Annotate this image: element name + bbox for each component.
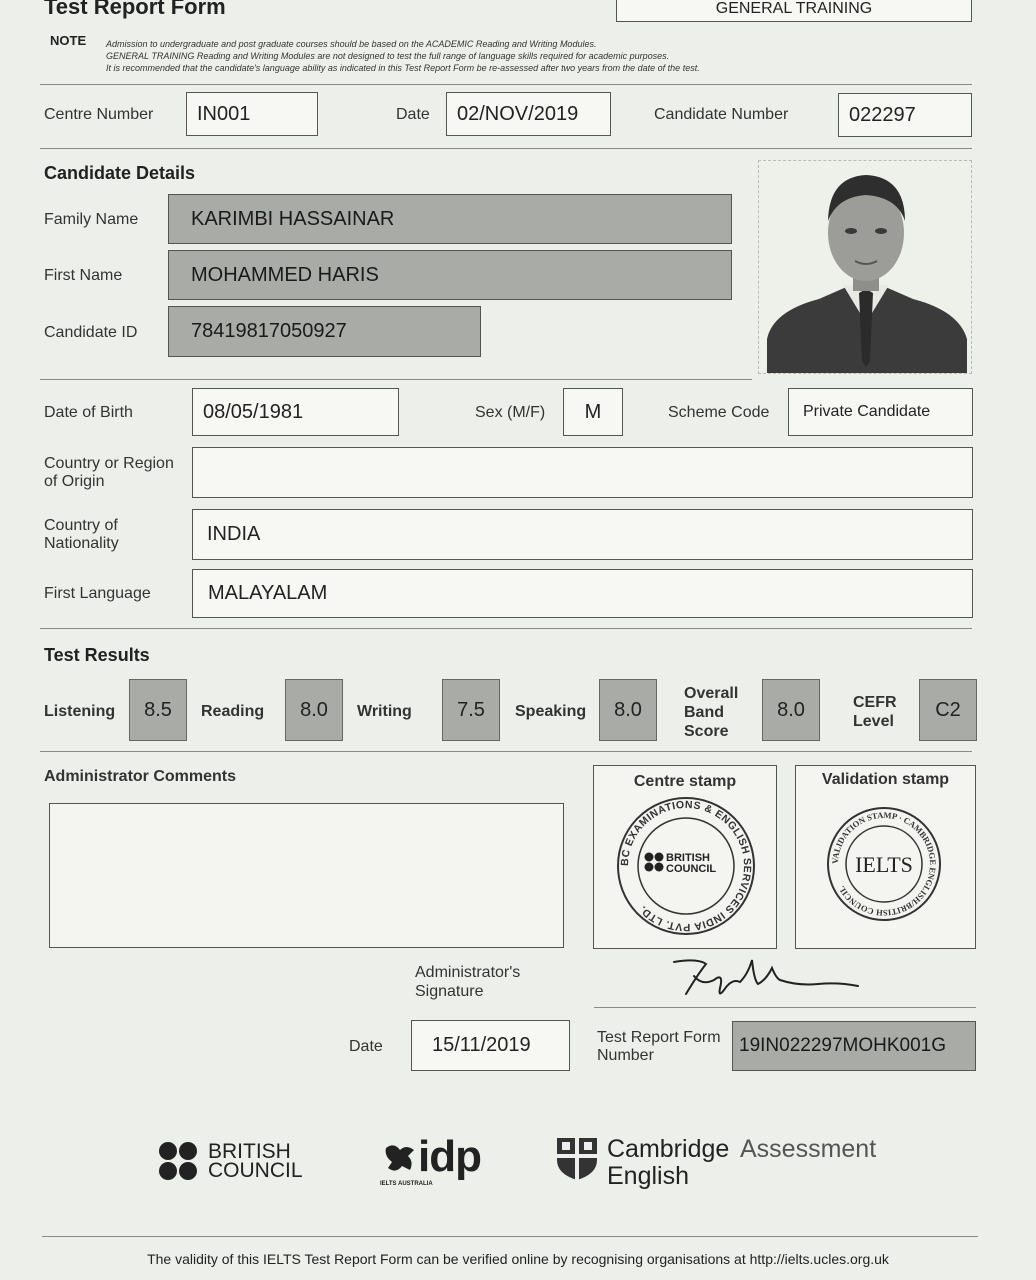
centre-stamp-brand-2: COUNCIL (666, 863, 717, 875)
sex-label: Sex (M/F) (475, 404, 546, 421)
british-council-logo (158, 1141, 308, 1185)
origin-label-line1: Country or Region (44, 455, 174, 472)
sex-field: M (563, 388, 623, 436)
divider (42, 1236, 978, 1237)
first-name-label: First Name (44, 267, 123, 284)
note-line-2: GENERAL TRAINING Reading and Writing Modules are not designed to test the full range of language skills required for academic purposes. (106, 51, 670, 61)
listening-label: Listening (44, 703, 116, 720)
idp-mark-icon (380, 1140, 422, 1182)
centre-stamp-box (593, 765, 777, 949)
family-name-field: KARIMBI HASSAINAR (168, 194, 732, 244)
first-language-label: First Language (44, 585, 151, 602)
bc-text-1: BRITISH (208, 1140, 291, 1163)
origin-field (192, 447, 973, 498)
bc-text-2: COUNCIL (208, 1159, 303, 1182)
centre-number-label: Centre Number (44, 106, 154, 123)
note-line-3: It is recommended that the candidate's language ability as indicated in this Test Report Form be re-assessed after two years from the date of the test. (106, 63, 700, 73)
note-line-1: Admission to undergraduate and post graduate courses should be based on the ACADEMIC Reading and Writing Modules. (106, 39, 597, 49)
overall-band-score: 8.0 (762, 679, 820, 741)
module-box (616, 0, 972, 22)
scheme-code-field: Private Candidate (788, 388, 973, 436)
origin-label-line2: of Origin (44, 473, 105, 490)
signature-label-line2: Signature (415, 983, 484, 1000)
candidate-number-label: Candidate Number (654, 106, 789, 123)
centre-stamp-brand-1: BRITISH (666, 852, 710, 864)
candidate-details-title: Candidate Details (44, 163, 196, 183)
scheme-code-label: Scheme Code (668, 404, 770, 421)
writing-score: 7.5 (442, 679, 500, 741)
admin-comments-box (49, 803, 564, 948)
validity-footer-text: The validity of this IELTS Test Report Form can be verified online by recognising organisations at http://ielts.ucles.org.uk (147, 1251, 889, 1267)
divider (40, 148, 972, 149)
module-label: GENERAL TRAINING (715, 0, 873, 17)
nationality-field: INDIA (192, 509, 973, 560)
centre-stamp-seal (594, 766, 778, 950)
dob-label: Date of Birth (44, 404, 133, 421)
portrait-image (759, 161, 972, 374)
writing-label: Writing (357, 703, 412, 720)
divider (40, 628, 972, 629)
dob-field: 08/05/1981 (192, 388, 399, 436)
admin-comments-label: Administrator Comments (44, 768, 237, 785)
centre-stamp-label: Centre stamp (633, 773, 737, 790)
nationality-label-line2: Nationality (44, 535, 119, 552)
trf-number-field: 19IN022297MOHK001G (732, 1021, 976, 1071)
listening-score: 8.5 (129, 679, 187, 741)
divider (40, 84, 972, 85)
centre-stamp-ring-text: BC EXAMINATIONS & ENGLISH SERVICES INDIA PVT. LTD. (618, 798, 754, 934)
overall-label-line3: Score (684, 723, 729, 740)
note-label: NOTE (50, 33, 87, 48)
idp-text: idp (418, 1132, 481, 1181)
speaking-label: Speaking (515, 703, 587, 720)
signature-label-line1: Administrator's (415, 964, 521, 981)
cefr-level: C2 (919, 679, 977, 741)
reading-label: Reading (201, 703, 265, 720)
reading-score: 8.0 (285, 679, 343, 741)
validation-stamp-seal (796, 766, 977, 950)
trf-label-line2: Number (597, 1047, 654, 1064)
signature-line (594, 1007, 976, 1008)
candidate-id-label: Candidate ID (44, 324, 138, 341)
family-name-label: Family Name (44, 211, 139, 228)
first-language-field: MALAYALAM (192, 569, 973, 618)
candidate-id-field: 78419817050927 (168, 306, 481, 357)
british-council-dots-icon (158, 1141, 204, 1183)
divider (40, 751, 972, 752)
centre-number-field: IN001 (186, 92, 318, 136)
validation-stamp-ring-text: VALIDATION STAMP · CAMBRIDGE ENGLISH/BRITISH COUNCIL (829, 809, 939, 919)
validation-stamp-center: IELTS (855, 852, 913, 877)
speaking-score: 8.0 (599, 679, 657, 741)
assessment-text: Assessment (740, 1135, 877, 1163)
first-name-field: MOHAMMED HARIS (168, 250, 732, 300)
cambridge-shield-icon (555, 1136, 599, 1182)
nationality-label-line1: Country of (44, 517, 118, 534)
english-text: English (607, 1162, 689, 1190)
validation-stamp-box (795, 765, 976, 949)
overall-label-line1: Overall (684, 685, 739, 702)
candidate-photo (758, 160, 972, 374)
date-field: 02/NOV/2019 (446, 92, 611, 136)
cefr-label-line2: Level (853, 713, 894, 730)
trf-label-line1: Test Report Form (597, 1029, 721, 1046)
administrator-signature (668, 950, 868, 1004)
cambridge-text: Cambridge (607, 1135, 730, 1163)
date-label: Date (396, 106, 430, 123)
cambridge-assessment-logo (555, 1136, 885, 1190)
overall-label-line2: Band (684, 704, 724, 721)
cefr-label-line1: CEFR (853, 694, 897, 711)
candidate-number-field: 022297 (838, 93, 972, 137)
divider (40, 379, 752, 380)
idp-subtext: IELTS AUSTRALIA (380, 1181, 433, 1187)
idp-logo (380, 1132, 490, 1192)
issue-date-field: 15/11/2019 (411, 1020, 570, 1071)
page-title: Test Report Form (44, 0, 226, 19)
validation-stamp-label: Validation stamp (821, 771, 950, 788)
issue-date-label: Date (349, 1038, 383, 1055)
test-results-title: Test Results (44, 645, 150, 665)
